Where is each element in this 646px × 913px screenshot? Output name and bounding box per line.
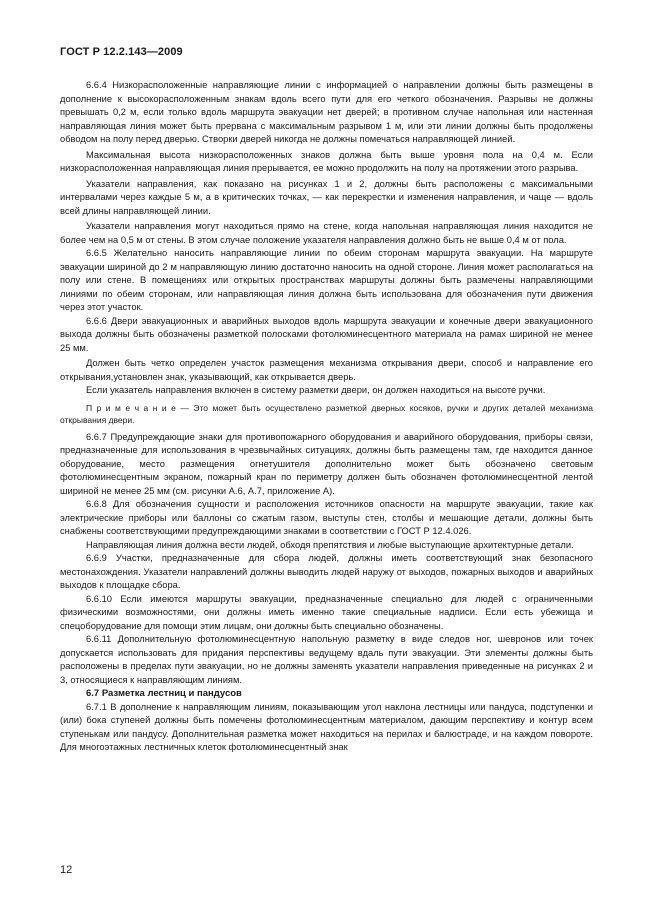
paragraph-6-6-6: 6.6.6 Двери эвакуационных и аварийных выходов вдоль маршрута эвакуации и конечные двери эвакуационного выхода должны быть обозначены разметкой полосками фотолюминесцентного материала на рамах шириной не менее 25 мм. — [60, 315, 593, 353]
document-header: ГОСТ Р 12.2.143—2009 — [60, 46, 183, 58]
paragraph: Направляющая линия должна вести людей, обходя препятствия и любые выступающие архитектурные детали. — [86, 539, 574, 550]
paragraph-6-6-4: 6.6.4 Низкорасположенные направляющие линии с информацией о направлении должны быть размещены в дополнение к высокорасположенным знакам вдоль всего пути для его четкого обозначения. Разрывы не должны превышать 0,2 м, если только вдоль маршрута эвакуации нет дверей; в противном случае напольная или настенная направляющая линия может быть прервана с максимальным разрывом 1 м, или эти линии должны быть продолжены обводом на полу перед дверью. Створки дверей никогда не должны помечаться направляющей линией. — [60, 80, 593, 144]
page-number: 12 — [60, 864, 73, 876]
paragraph: Максимальная высота низкорасположенных знаков должна быть выше уровня пола на 0,4 м. Если низкорасположенная направляющая линия прерывается, ее можно продолжить на полу на протяжении этого разрыва. — [60, 149, 593, 173]
note-text: — Это может быть осуществлено разметкой дверных косяков, ручки и других деталей механизма открывания двери. — [60, 402, 593, 425]
paragraph: Указатели направления могут находиться прямо на стене, когда напольная направляющая линия находится не более чем на 0,5 м от стены. В этом случае положение указателя направления должно быть не выше 0,4 м от пола. — [60, 221, 593, 245]
paragraph: Должен быть четко определен участок размещения механизма открывания двери, способ и направление его открывания,установлен знак, указывающий, как открывается дверь. — [60, 358, 593, 382]
paragraph: Указатели направления, как показано на рисунках 1 и 2, должны быть расположены с максимальными интервалами через каждые 5 м, а в критических точках, — как перекрестки и изменения направления, и чаще — вдоль всей длины направляющей линии. — [60, 178, 593, 216]
paragraph-6-6-11: 6.6.11 Дополнительную фотолюминесцентную напольную разметку в виде следов ног, шевронов или точек допускается использовать для придания перспективы ведущему вдаль пути эвакуации. Эти элементы должны быть расположены в пределах пути эвакуации, но не должны заменять указатели направления приведенные на рисунках 2 и 3, относящиеся к направляющим линиям. — [60, 634, 593, 685]
paragraph: Если указатель направления включен в систему разметки двери, он должен находиться на высоте ручки. — [86, 385, 546, 395]
paragraph-6-6-8: 6.6.8 Для обозначения сущности и расположения источников опасности на маршруте эвакуации, такие как электрические приборы или баллоны со сжатым газом, выступы стен, столбы и мешающие детали, должны быть снабжены соответствующими предупреждающими знаками в соответствии с ГОСТ Р 12.4.026. — [60, 499, 593, 536]
paragraph-6-6-7: 6.6.7 Предупреждающие знаки для противопожарного оборудования и аварийного оборудования, приборы связи, предназначенные для использования в чрезвычайных ситуациях, должны быть размещены там, где находится данное оборудование, место размещения огнетушителя дополнительно может быть обозначено световым фотолюминесцентным экраном, пожарный кран по периметру должен быть обозначен фотолюминесцентной лентой шириной не менее 25 мм (см. рисунки А.6, А.7, приложение А). — [60, 431, 593, 496]
paragraph-6-6-10: 6.6.10 Если имеются маршруты эвакуации, предназначенные специально для людей с ограниченными физическими возможностями, они должны иметь именно такие специальные надписи. Если есть убежища и спецоборудование для помощи этим лицам, они должны быть специально обозначены. — [60, 593, 593, 631]
paragraph-6-6-9: 6.6.9 Участки, предназначенные для сбора людей, должны иметь соответствующий знак безопасного местонахождения. Указатели направлений должны выводить людей наружу от выходов, пожарных выходов и аварийных выходов к площадке сбора. — [60, 553, 593, 590]
note — [60, 402, 593, 427]
paragraph-6-7-1: 6.7.1 В дополнение к направляющим линиям, показывающим угол наклона лестницы или пандуса, подступенки и (или) бока ступеней должны быть помечены фотолюминесцентным материалом, дающим перспективу и контур всем ступенькам или пандусу. Дополнительная разметка может находиться на перилах и балюстраде, и на каждом повороте. Для многоэтажных лестничных клеток фотолюминесцентный знак — [60, 701, 593, 752]
document-body — [60, 79, 593, 755]
note-label: П р и м е ч а н и е — [86, 402, 176, 413]
paragraph-6-6-5: 6.6.5 Желательно наносить направляющие линии по обеим сторонам маршрута эвакуации. На маршруте эвакуации шириной до 2 м направляющую линию достаточно наносить на одной стороне. Линия может располагаться на полу или стене. В помещениях или открытых пространствах маршруты должны быть размечены направляющими линиями по обеим сторонам, или направляющая линия должна быть использована для обозначения пути движения через этот участок. — [60, 248, 593, 312]
section-heading: 6.7 Разметка лестниц и пандусов — [86, 688, 242, 699]
